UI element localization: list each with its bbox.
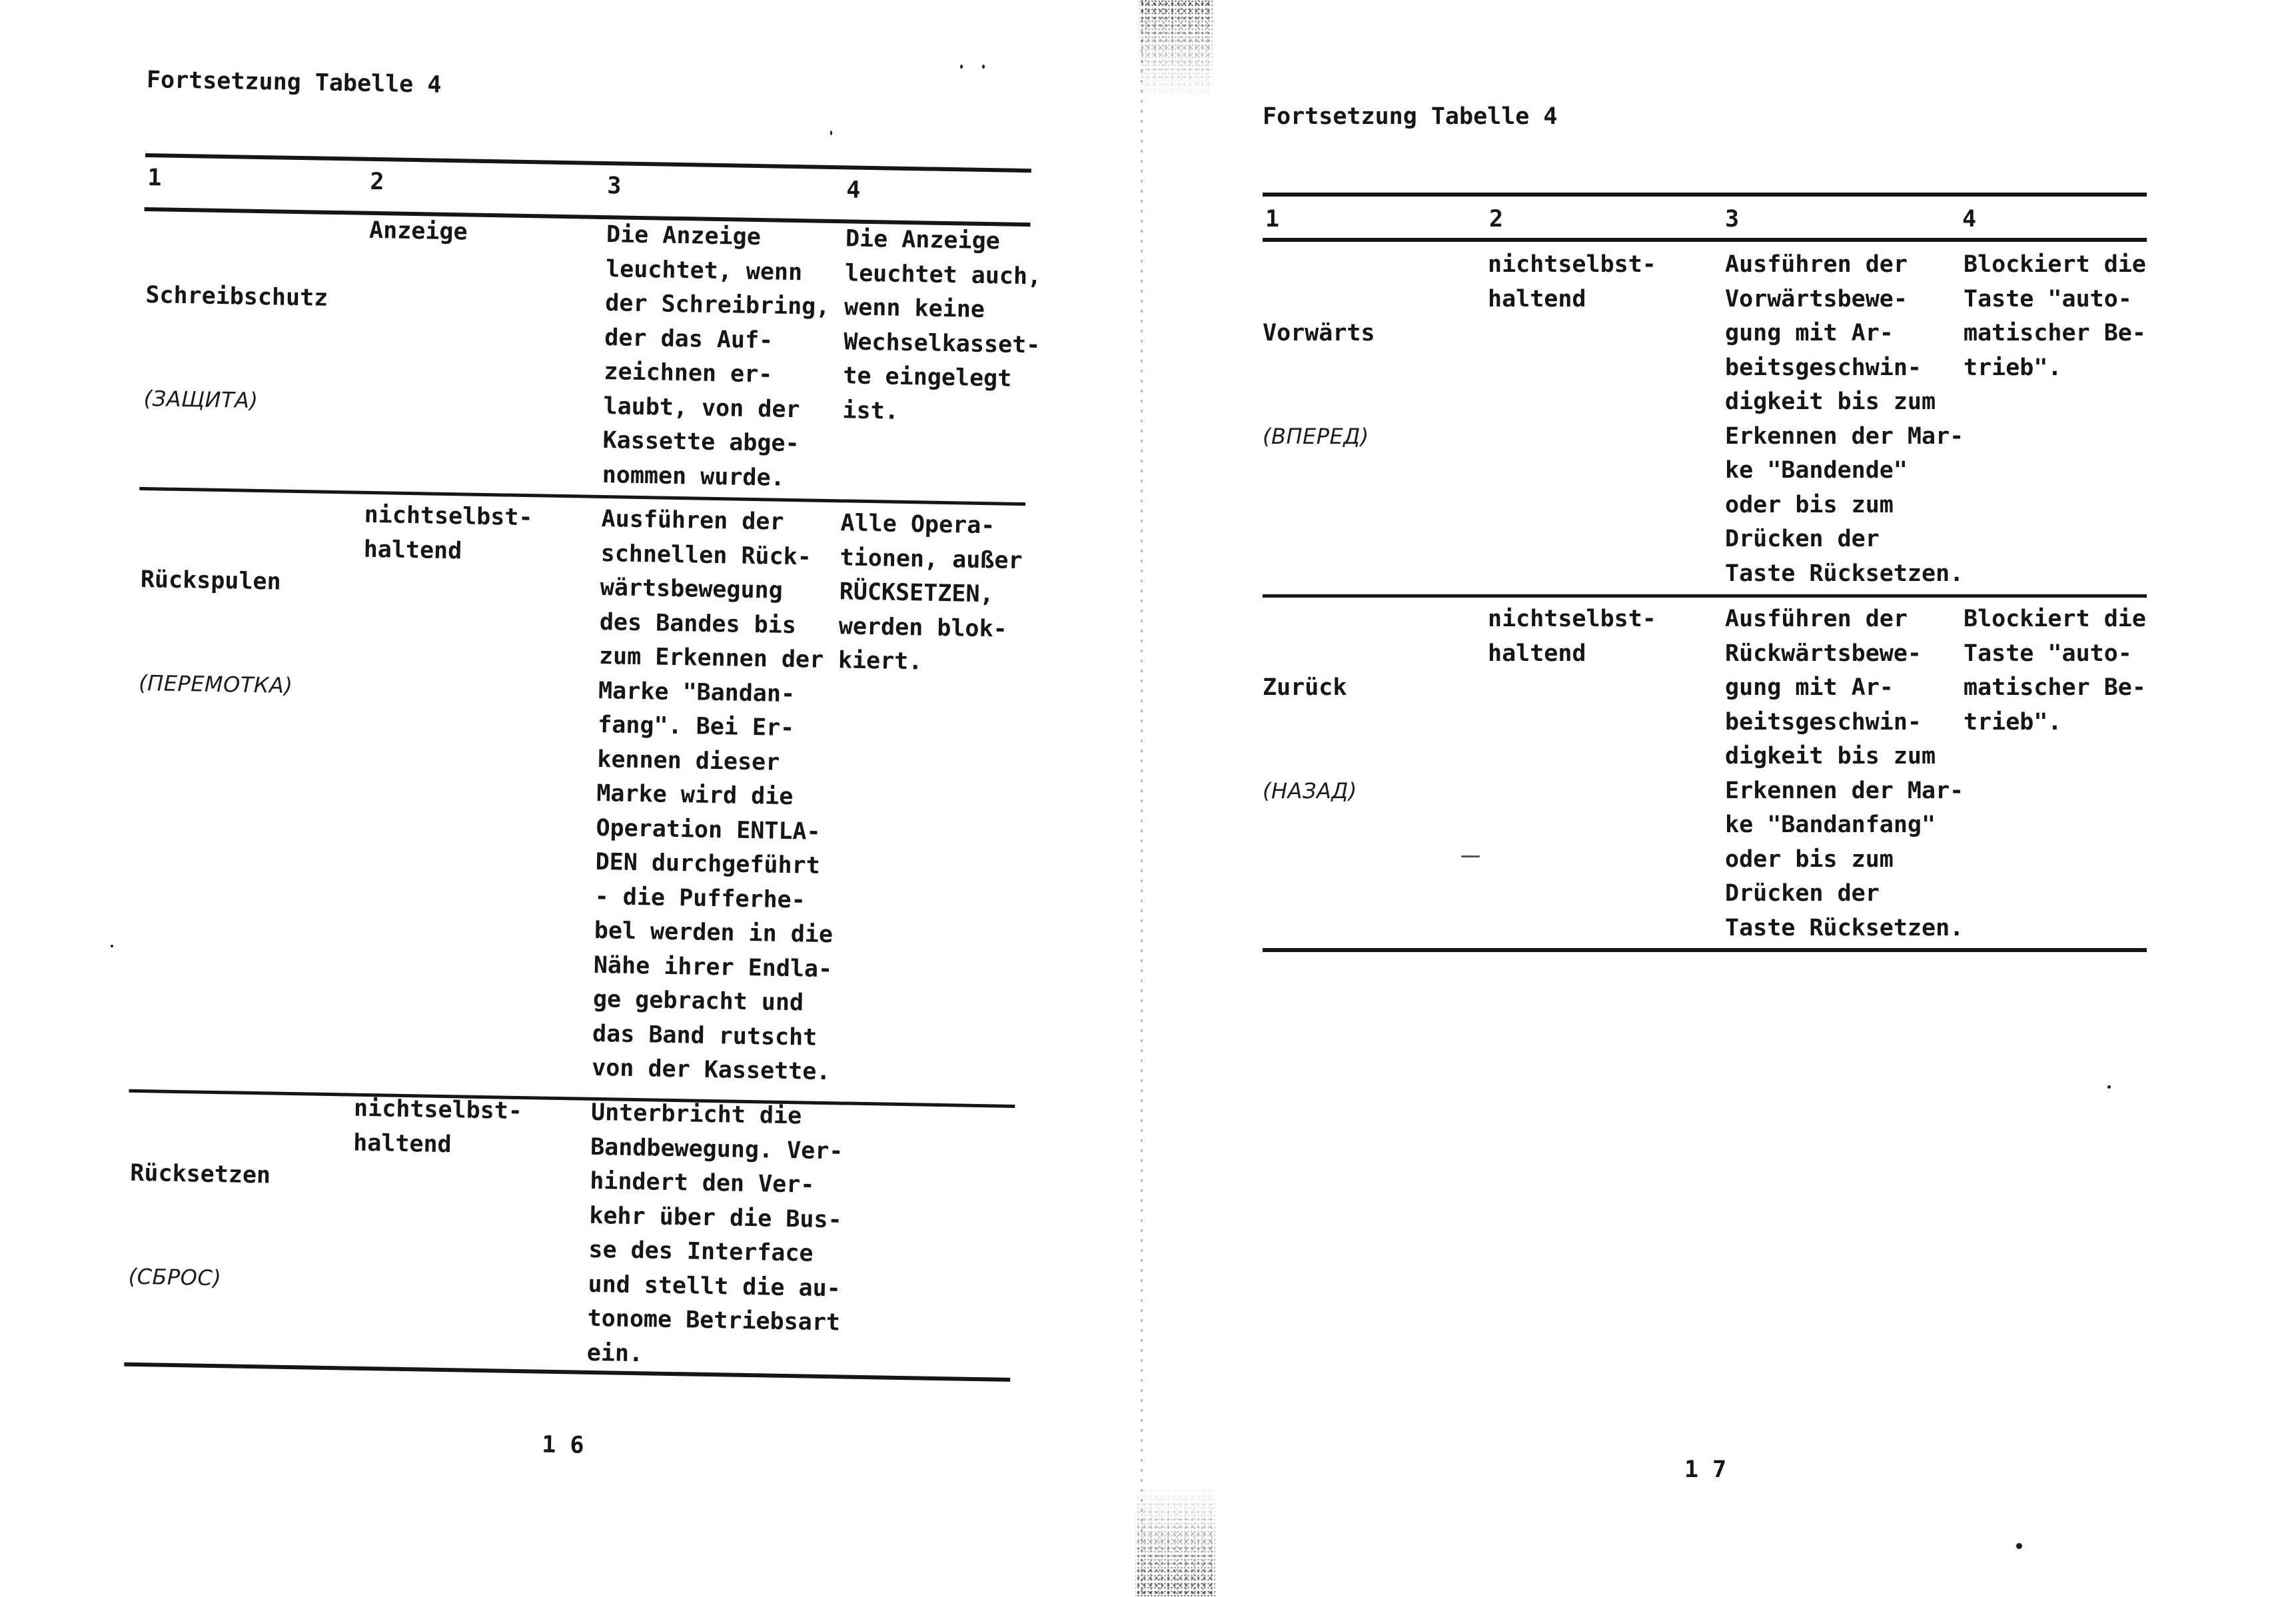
scan-speck	[2016, 1543, 2022, 1549]
scan-speck	[830, 131, 832, 135]
function-remark: Blockiert die Taste "auto- matischer Be- trieb".	[1964, 251, 2146, 381]
function-russian-name: (ВПЕРЕД)	[1263, 423, 1369, 449]
function-description: Unterbricht die Bandbewegung. Ver- hindert den Ver- kehr über die Bus- se des Interface und stellt die au- tonome Betriebsart ein.	[586, 1099, 844, 1367]
column-header-4: 4	[846, 177, 861, 204]
scan-speck	[1461, 855, 1480, 857]
table-top-rule	[1263, 193, 2147, 197]
page-heading: Fortsetzung Tabelle 4	[146, 67, 442, 99]
scan-noise-top	[1139, 0, 1213, 100]
function-description: Die Anzeige leuchtet, wenn der Schreibring, der das Auf- zeichnen er- laubt, von der Kassette abge- nommen wurde.	[602, 221, 830, 492]
page-number: 1 7	[1684, 1456, 1727, 1483]
function-name: Vorwärts	[1263, 320, 1375, 346]
scan-speck	[2107, 1085, 2111, 1089]
function-cell	[127, 1088, 272, 1365]
scan-noise-bottom	[1135, 1486, 1215, 1597]
column-header-2: 2	[1489, 206, 1504, 233]
function-name: Rücksetzen	[130, 1159, 271, 1189]
scan-speck	[111, 945, 113, 947]
function-type: nichtselbst- haltend	[1488, 251, 1656, 312]
table-header-rule	[1263, 238, 2147, 242]
function-remark: Blockiert die Taste "auto- matischer Be- trieb".	[1964, 606, 2146, 736]
column-header-3: 3	[1725, 206, 1740, 233]
page-17	[1142, 0, 2296, 1597]
page-16	[0, 0, 1142, 1597]
function-type: Anzeige	[368, 217, 468, 246]
function-name: Schreibschutz	[145, 282, 328, 312]
function-cell	[137, 494, 296, 772]
function-russian-name: (НАЗАД)	[1263, 778, 1357, 803]
function-description: Ausführen der Rückwärtsbewe- gung mit Ar- beitsgeschwin- digkeit bis zum Erkennen der Mar- ke "Bandanfang" oder bis zum Drücken der Taste Rücksetzen.	[1725, 606, 1964, 941]
column-header-1: 1	[147, 165, 162, 192]
table-bottom-rule	[1263, 948, 2147, 952]
page-number: 1 6	[542, 1431, 584, 1459]
function-description: Ausführen der schnellen Rück- wärtsbewegung des Bandes bis zum Erkennen der Marke "Bandan- fang". Bei Er- kennen dieser Marke wird die Operation ENTLA- DEN durchgeführt - die Pufferhe- bel werden in die Nähe ihrer Endla- ge gebracht und das Band rutscht von der Kassette.	[591, 506, 834, 1086]
function-type: nichtselbst- haltend	[363, 501, 533, 564]
binding-gutter-line	[1141, 0, 1143, 1597]
scan-speck	[960, 65, 963, 69]
function-type: nichtselbst- haltend	[1488, 606, 1656, 667]
column-header-2: 2	[370, 168, 384, 196]
function-russian-name: (ПЕРЕМОТКА)	[138, 670, 293, 698]
function-cell	[1263, 602, 1375, 877]
row-divider	[1263, 594, 2147, 598]
scan-speck	[982, 65, 985, 69]
column-header-4: 4	[1962, 206, 1977, 233]
table-bottom-rule	[124, 1362, 1010, 1382]
table-top-rule	[145, 153, 1031, 173]
function-cell	[1263, 248, 1375, 522]
function-description: Ausführen der Vorwärtsbewe- gung mit Ar- beitsgeschwin- digkeit bis zum Erkennen der Mar- ke "Bandende" oder bis zum Drücken der Taste Rücksetzen.	[1725, 251, 1964, 587]
function-russian-name: (ЗАЩИТА)	[143, 385, 259, 413]
function-name: Rückspulen	[140, 566, 281, 596]
function-russian-name: (СБРОС)	[128, 1263, 222, 1291]
page-heading: Fortsetzung Tabelle 4	[1263, 103, 1558, 130]
function-remark: Alle Opera- tionen, außer RÜCKSETZEN, werden blok- kiert.	[838, 510, 1023, 676]
function-name: Zurück	[1263, 674, 1347, 701]
column-header-1: 1	[1265, 206, 1280, 233]
column-header-3: 3	[606, 173, 622, 200]
function-remark: Die Anzeige leuchtet auch, wenn keine Wechselkasset- te eingelegt ist.	[842, 225, 1042, 425]
function-type: nichtselbst- haltend	[352, 1095, 523, 1158]
function-cell	[142, 210, 329, 488]
